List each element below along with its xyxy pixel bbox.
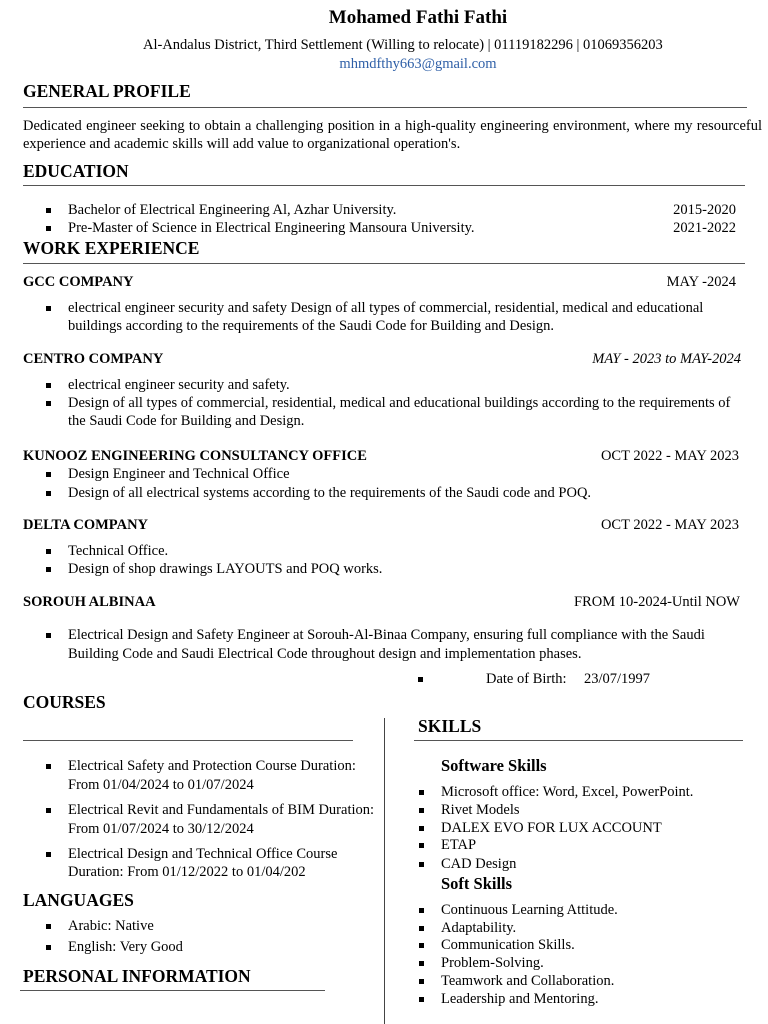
job-duty: buildings according to the requirements of the Saudi Code for Building and Design.: [68, 318, 555, 334]
language-item: English: Very Good: [68, 939, 183, 955]
bullet-icon: [419, 926, 424, 931]
job-duty: Design of all types of commercial, residential, medical and educational buildings according to the requirements of: [68, 395, 731, 411]
skill-item: Communication Skills.: [441, 937, 575, 953]
job-duty: Electrical Design and Safety Engineer at Sorouh-Al-Binaa Company, ensuring full compliance with the Saudi: [68, 627, 705, 643]
job-duty: Building Code and Saudi Electrical Code throughout design and implementation phases.: [68, 646, 582, 662]
profile-divider: [23, 107, 747, 108]
bullet-icon: [46, 924, 51, 929]
personal-heading: PERSONAL INFORMATION: [23, 966, 251, 986]
bullet-icon: [46, 945, 51, 950]
bullet-icon: [419, 961, 424, 966]
profile-heading: GENERAL PROFILE: [23, 81, 191, 101]
job-date: MAY -2024: [666, 274, 736, 290]
languages-heading: LANGUAGES: [23, 890, 134, 910]
skills-heading: SKILLS: [418, 716, 482, 736]
skill-item: Problem-Solving.: [441, 955, 544, 971]
bullet-icon: [46, 208, 51, 213]
job-duty: Technical Office.: [68, 543, 169, 559]
company-name: CENTRO COMPANY: [23, 351, 164, 367]
bullet-icon: [46, 401, 51, 406]
skill-item: Microsoft office: Word, Excel, PowerPoint.: [441, 784, 694, 800]
candidate-name: Mohamed Fathi Fathi: [328, 7, 508, 28]
bullet-icon: [419, 790, 424, 795]
bullet-icon: [46, 567, 51, 572]
bullet-icon: [46, 472, 51, 477]
job-date: MAY - 2023 to MAY-2024: [592, 351, 741, 367]
job-date: FROM 10-2024-Until NOW: [574, 594, 740, 610]
company-name: GCC COMPANY: [23, 274, 134, 290]
bullet-icon: [46, 383, 51, 388]
profile-text: Dedicated engineer seeking to obtain a challenging position in a high-quality engineering environment, where my resourceful experience and academic skills will add value to organizational operation's.: [23, 118, 762, 152]
skill-item: DALEX EVO FOR LUX ACCOUNT: [441, 820, 662, 836]
column-divider: [384, 718, 385, 1024]
dob-label: Date of Birth:: [486, 671, 567, 687]
course-item: Electrical Revit and Fundamentals of BIM Duration:: [68, 802, 375, 818]
course-item: Electrical Safety and Protection Course Duration:: [68, 758, 356, 774]
bullet-icon: [419, 862, 424, 867]
job-date: OCT 2022 - MAY 2023: [600, 517, 739, 533]
job-duty: Design Engineer and Technical Office: [68, 466, 290, 482]
job-date: OCT 2022 - MAY 2023: [600, 448, 739, 464]
bullet-icon: [46, 808, 51, 813]
bullet-icon: [419, 979, 424, 984]
skill-item: ETAP: [441, 837, 477, 853]
skill-item: Leadership and Mentoring.: [441, 991, 599, 1007]
course-item: Electrical Design and Technical Office Course: [68, 846, 338, 862]
education-years: 2021-2022: [673, 220, 736, 236]
bullet-icon: [46, 306, 51, 311]
language-item: Arabic: Native: [68, 918, 154, 934]
course-duration: From 01/04/2024 to 01/07/2024: [68, 777, 254, 793]
bullet-icon: [419, 997, 424, 1002]
job-duty: electrical engineer security and safety Design of all types of commercial, residential, medical and educational: [68, 300, 704, 316]
bullet-icon: [419, 908, 424, 913]
job-duty: Design of shop drawings LAYOUTS and POQ works.: [68, 561, 383, 577]
bullet-icon: [46, 633, 51, 638]
work-heading: WORK EXPERIENCE: [23, 238, 200, 258]
contact-line: Al-Andalus District, Third Settlement (Willing to relocate) | 01119182296 | 01069356203: [143, 37, 663, 53]
bullet-icon: [46, 491, 51, 496]
education-degree: Pre-Master of Science in Electrical Engineering Mansoura University.: [68, 220, 475, 236]
bullet-icon: [46, 226, 51, 231]
education-divider: [23, 185, 745, 186]
bullet-icon: [419, 808, 424, 813]
job-duty: the Saudi Code for Building and Design.: [68, 413, 305, 429]
job-duty: Design of all electrical systems according to the requirements of the Saudi code and POQ.: [68, 485, 592, 501]
bullet-icon: [419, 943, 424, 948]
bullet-icon: [46, 549, 51, 554]
email-link[interactable]: mhmdfthy663@gmail.com: [339, 56, 497, 72]
courses-heading: COURSES: [23, 692, 106, 712]
bullet-icon: [418, 677, 423, 682]
dob-value: 23/07/1997: [584, 671, 651, 687]
course-duration: From 01/07/2024 to 30/12/2024: [68, 821, 254, 837]
bullet-icon: [46, 764, 51, 769]
skills-divider: [414, 740, 743, 741]
education-years: 2015-2020: [673, 202, 736, 218]
company-name: SOROUH ALBINAA: [23, 594, 156, 610]
skill-item: Continuous Learning Attitude.: [441, 902, 618, 918]
course-duration: Duration: From 01/12/2022 to 01/04/202: [68, 864, 306, 880]
soft-skills-heading: Soft Skills: [441, 874, 513, 893]
bullet-icon: [419, 826, 424, 831]
skill-item: Adaptability.: [441, 920, 517, 936]
bullet-icon: [419, 843, 424, 848]
bullet-icon: [46, 852, 51, 857]
company-name: DELTA COMPANY: [23, 517, 149, 533]
education-heading: EDUCATION: [23, 161, 129, 181]
skill-item: Teamwork and Collaboration.: [441, 973, 615, 989]
skill-item: Rivet Models: [441, 802, 520, 818]
work-divider: [23, 263, 745, 264]
personal-divider: [20, 990, 325, 991]
software-skills-heading: Software Skills: [441, 756, 547, 775]
job-duty: electrical engineer security and safety.: [68, 377, 290, 393]
skill-item: CAD Design: [441, 856, 517, 872]
company-name: KUNOOZ ENGINEERING CONSULTANCY OFFICE: [23, 448, 367, 464]
education-degree: Bachelor of Electrical Engineering Al, Azhar University.: [68, 202, 397, 218]
courses-divider: [23, 740, 353, 741]
